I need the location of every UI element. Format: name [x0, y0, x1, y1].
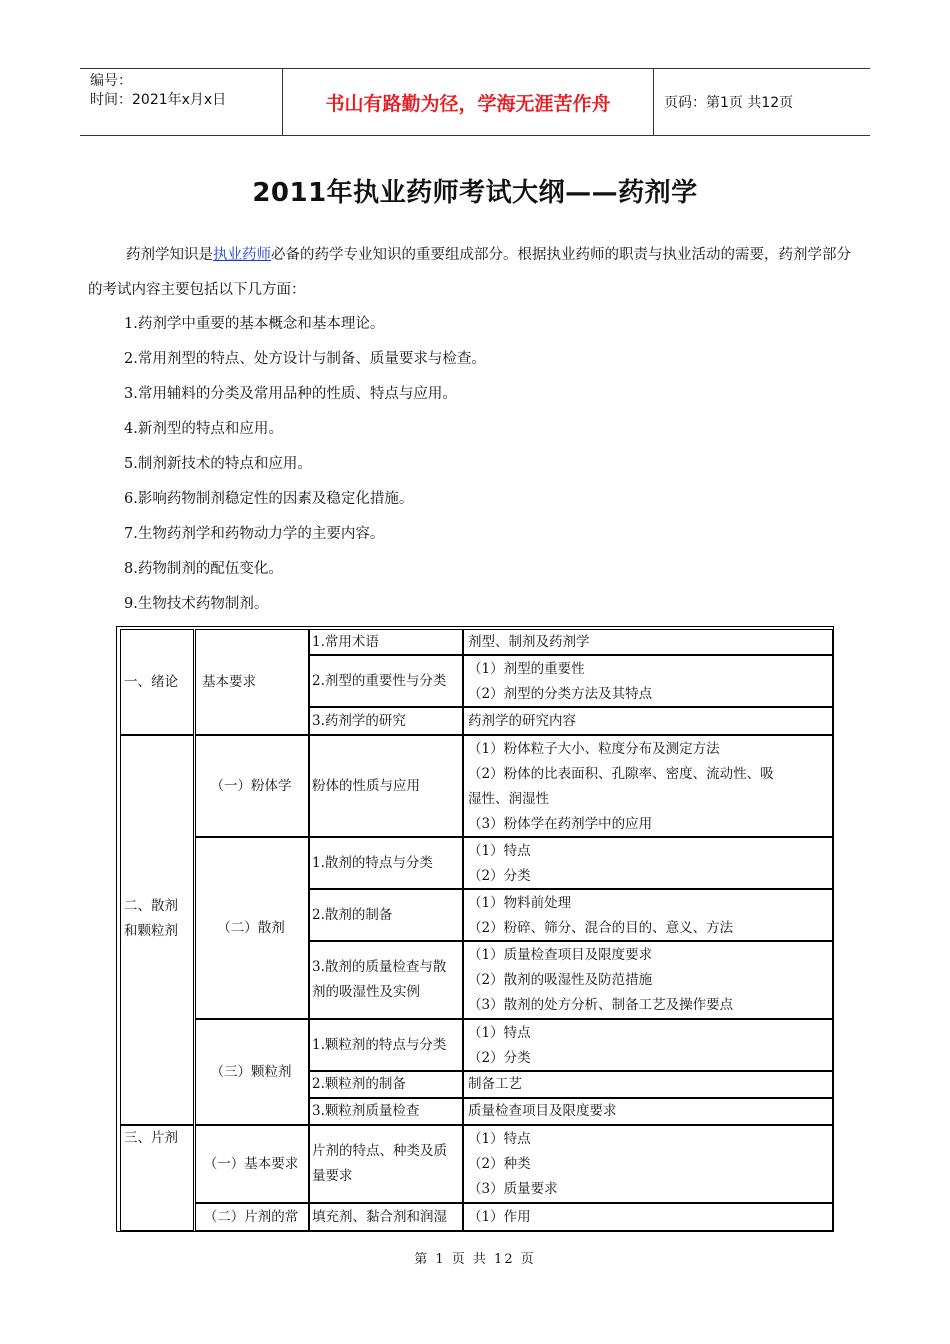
detail-cell: （1）作用: [463, 1203, 833, 1231]
unit-line: 和颗粒剂: [124, 923, 178, 939]
list-item: 6.影响药物制剂稳定性的因素及稳定化措施。: [124, 491, 414, 507]
detail-line: （1）特点: [468, 843, 531, 859]
list-item: 3.常用辅料的分类及常用品种的性质、特点与应用。: [124, 386, 457, 402]
syllabus-table: [116, 626, 834, 1232]
detail-line: （1）剂型的重要性: [468, 661, 585, 677]
list-item: 2.常用剂型的特点、处方设计与制备、质量要求与检查。: [124, 351, 486, 367]
topic-cell: 1.颗粒剂的特点与分类: [309, 1019, 463, 1071]
topic-line: 3.散剂的质量检查与散: [312, 959, 447, 975]
header-table: [80, 68, 870, 136]
intro-text-2: 必备的药学专业知识的重要组成部分。根据执业药师的职责与执业活动的需要，药剂学部分的考试内容主要包括以下几方面：: [88, 247, 851, 298]
page-title: 2011年执业药师考试大纲——药剂学: [252, 178, 698, 208]
topic-line: 片剂的特点、种类及质: [312, 1143, 447, 1159]
detail-line: （3）质量要求: [468, 1181, 558, 1197]
unit-cell: [120, 735, 194, 1125]
topic-line: 剂的吸湿性及实例: [312, 984, 420, 1000]
detail-line: （2）散剂的吸湿性及防范措施: [468, 972, 653, 988]
detail-line: （3）粉体学在药剂学中的应用: [468, 816, 653, 832]
list-item: 9.生物技术药物制剂。: [124, 596, 269, 612]
detail-line: （2）分类: [468, 868, 531, 884]
section-cell: （一）基本要求: [195, 1125, 309, 1203]
topic-cell: 2.散剂的制备: [309, 889, 463, 941]
intro-paragraph: [88, 238, 863, 308]
time-label: 时间：2021年x月x日: [90, 92, 227, 108]
intro-text-1: 药剂学知识是: [126, 247, 213, 263]
detail-cell: 制备工艺: [463, 1071, 833, 1098]
section-cell: （二）片剂的常: [195, 1203, 309, 1231]
detail-line: （1）物料前处理: [468, 895, 572, 911]
section-cell: （一）粉体学: [195, 735, 309, 837]
detail-line: （2）粉碎、筛分、混合的目的、意义、方法: [468, 920, 734, 936]
unit-line: 二、散剂: [124, 898, 178, 914]
detail-line: （2）剂型的分类方法及其特点: [468, 686, 653, 702]
topic-cell: 3.颗粒剂质量检查: [309, 1098, 463, 1125]
detail-line: （2）种类: [468, 1156, 531, 1172]
detail-line: 湿性、润湿性: [468, 791, 549, 807]
topic-cell: 2.剂型的重要性与分类: [309, 655, 463, 707]
topic-cell: [309, 1125, 463, 1203]
section-cell: （三）颗粒剂: [195, 1019, 309, 1125]
page-footer: 第 1 页 共 12 页: [414, 1252, 536, 1267]
topic-line: 量要求: [312, 1168, 353, 1184]
detail-cell: [463, 889, 833, 941]
exam-content-list: [124, 313, 486, 628]
detail-line: （2）粉体的比表面积、孔隙率、密度、流动性、吸: [468, 766, 774, 782]
topic-cell: 填充剂、黏合剂和润湿: [309, 1203, 463, 1231]
topic-cell: 1.散剂的特点与分类: [309, 837, 463, 889]
detail-cell: [463, 1019, 833, 1071]
section-cell: 基本要求: [195, 629, 309, 735]
detail-cell: 剂型、制剂及药剂学: [463, 629, 833, 655]
detail-cell: [463, 735, 833, 837]
topic-cell: [309, 941, 463, 1019]
unit-cell: 三、片剂: [120, 1125, 194, 1231]
motto: 书山有路勤为径，学海无涯苦作舟: [282, 69, 654, 135]
detail-cell: 质量检查项目及限度要求: [463, 1098, 833, 1125]
detail-line: （1）特点: [468, 1131, 531, 1147]
list-item: 5.制剂新技术的特点和应用。: [124, 456, 312, 472]
detail-cell: [463, 837, 833, 889]
detail-cell: 药剂学的研究内容: [463, 707, 833, 735]
pharmacist-link[interactable]: 执业药师: [213, 247, 271, 263]
detail-line: （3）散剂的处方分析、制备工艺及操作要点: [468, 997, 734, 1013]
section-cell: （二）散剂: [195, 837, 309, 1019]
topic-cell: 3.药剂学的研究: [309, 707, 463, 735]
list-item: 4.新剂型的特点和应用。: [124, 421, 283, 437]
page-info: 页码：第1页 共12页: [664, 95, 794, 111]
topic-cell: 2.颗粒剂的制备: [309, 1071, 463, 1098]
unit-cell: 一、绪论: [120, 629, 194, 735]
detail-cell: [463, 655, 833, 707]
detail-line: （1）特点: [468, 1025, 531, 1041]
code-label: 编号：: [90, 73, 132, 89]
detail-cell: [463, 1125, 833, 1203]
list-item: 8.药物制剂的配伍变化。: [124, 561, 283, 577]
list-item: 7.生物药剂学和药物动力学的主要内容。: [124, 526, 385, 542]
header-meta: [80, 69, 282, 135]
detail-line: （2）分类: [468, 1050, 531, 1066]
list-item: 1.药剂学中重要的基本概念和基本理论。: [124, 316, 385, 332]
topic-cell: 1.常用术语: [309, 629, 463, 655]
topic-cell: 粉体的性质与应用: [309, 735, 463, 837]
detail-line: （1）粉体粒子大小、粒度分布及测定方法: [468, 741, 720, 757]
detail-line: （1）质量检查项目及限度要求: [468, 947, 653, 963]
detail-cell: [463, 941, 833, 1019]
